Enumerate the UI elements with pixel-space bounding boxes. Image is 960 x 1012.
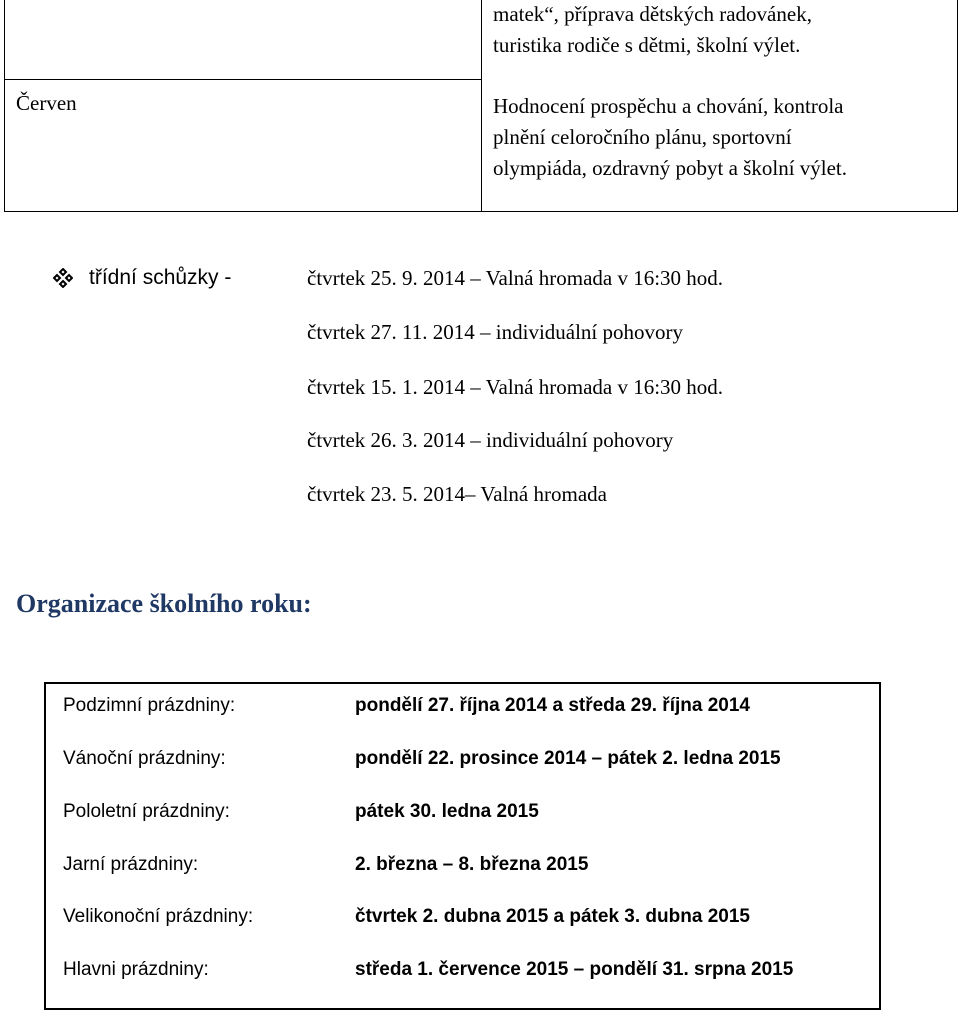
meeting-item: čtvrtek 15. 1. 2014 – Valná hromada v 16:30 hod.	[307, 375, 724, 399]
table-row-divider	[5, 79, 481, 80]
meeting-item: čtvrtek 23. 5. 2014– Valná hromada	[307, 482, 607, 506]
section-heading: Organizace školního roku:	[16, 589, 312, 618]
holiday-label: Hlavni prázdniny:	[63, 959, 209, 980]
holiday-value: čtvrtek 2. dubna 2015 a pátek 3. dubna 2015	[355, 906, 750, 927]
holiday-value: 2. března – 8. března 2015	[355, 854, 589, 875]
text-line: plnění celoročního plánu, sportovní	[493, 125, 792, 149]
table-cell-activities-prev	[493, 0, 812, 61]
table-cell-activities-june	[493, 91, 847, 184]
text-line: olympiáda, ozdravný pobyt a školní výlet.	[493, 156, 848, 180]
holiday-value: pátek 30. ledna 2015	[355, 801, 539, 822]
table-cell-month-june: Červen	[16, 91, 77, 115]
text-line: matek“, příprava dětských radovánek,	[493, 2, 812, 26]
holiday-label: Velikonoční prázdniny:	[63, 906, 254, 927]
text-line: turistika rodiče s dětmi, školní výlet.	[493, 33, 801, 57]
holiday-value: pondělí 27. října 2014 a středa 29. října 2014	[355, 695, 750, 716]
diamond-bullet-icon	[53, 268, 73, 288]
holiday-label: Vánoční prázdniny:	[63, 748, 226, 769]
holiday-label: Jarní prázdniny:	[63, 854, 199, 875]
table-column-divider	[481, 0, 482, 211]
holiday-value: středa 1. července 2015 – pondělí 31. srpna 2015	[355, 959, 794, 980]
text-line: Hodnocení prospěchu a chování, kontrola	[493, 94, 844, 118]
plan-table	[4, 0, 958, 212]
meeting-item: čtvrtek 26. 3. 2014 – individuální pohovory	[307, 428, 674, 452]
meetings-label: třídní schůzky -	[89, 266, 232, 289]
holiday-value: pondělí 22. prosince 2014 – pátek 2. ledna 2015	[355, 748, 781, 769]
holiday-label: Pololetní prázdniny:	[63, 801, 230, 822]
meeting-item: čtvrtek 27. 11. 2014 – individuální pohovory	[307, 320, 684, 344]
meeting-item: čtvrtek 25. 9. 2014 – Valná hromada v 16:30 hod.	[307, 266, 724, 290]
holiday-label: Podzimní prázdniny:	[63, 695, 236, 716]
holidays-box	[44, 682, 881, 1010]
